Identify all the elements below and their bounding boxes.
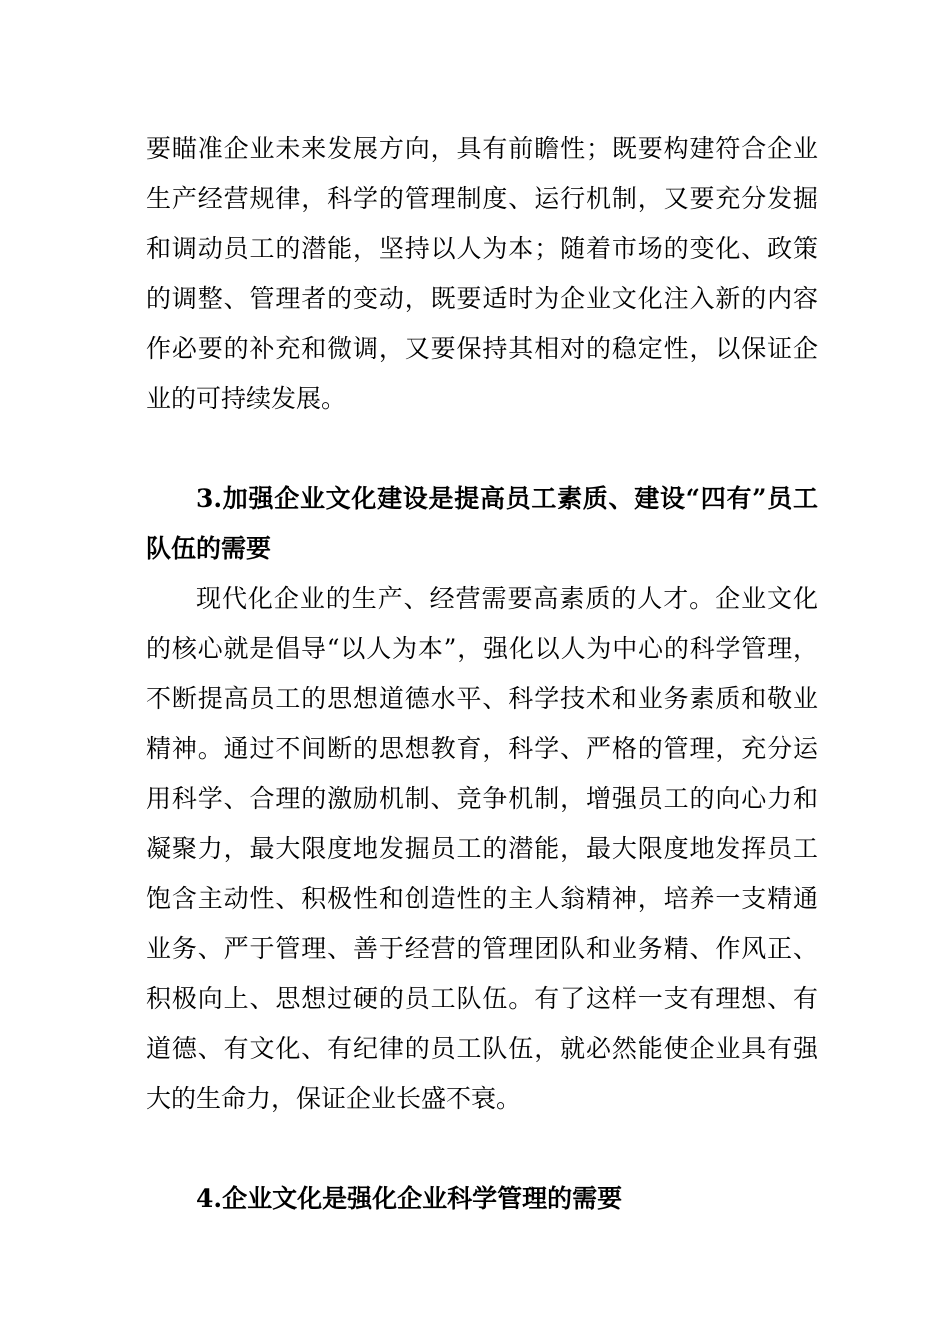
- body-paragraph: 要瞄准企业未来发展方向，具有前瞻性；既要构建符合企业生产经营规律，科学的管理制度、运行机制，又要充分发掘和调动员工的潜能，坚持以人为本；随着市场的变化、政策的调整、管理者的变动，既要适时为企业文化注入新的内容作必要的补充和微调，又要保持其相对的稳定性，以保证企业的可持续发展。: [146, 134, 818, 413]
- document-page: [146, 124, 818, 1224]
- body-paragraph: 现代化企业的生产、经营需要高素质的人才。企业文化的核心就是倡导“以人为本”，强化以人为中心的科学管理，不断提高员工的思想道德水平、科学技术和业务素质和敬业精神。通过不间断的思想教育，科学、严格的管理，充分运用科学、合理的激励机制、竞争机制，增强员工的向心力和凝聚力，最大限度地发掘员工的潜能，最大限度地发挥员工饱含主动性、积极性和创造性的主人翁精神，培养一支精通业务、严于管理、善于经营的管理团队和业务精、作风正、积极向上、思想过硬的员工队伍。有了这样一支有理想、有道德、有文化、有纪律的员工队伍，就必然能使企业具有强大的生命力，保证企业长盛不衰。: [146, 584, 818, 1113]
- section-heading-4: 4.企业文化是强化企业科学管理的需要: [196, 1184, 623, 1213]
- section-heading-3: 3.加强企业文化建设是提高员工素质、建设“四有”员工队伍的需要: [146, 484, 818, 563]
